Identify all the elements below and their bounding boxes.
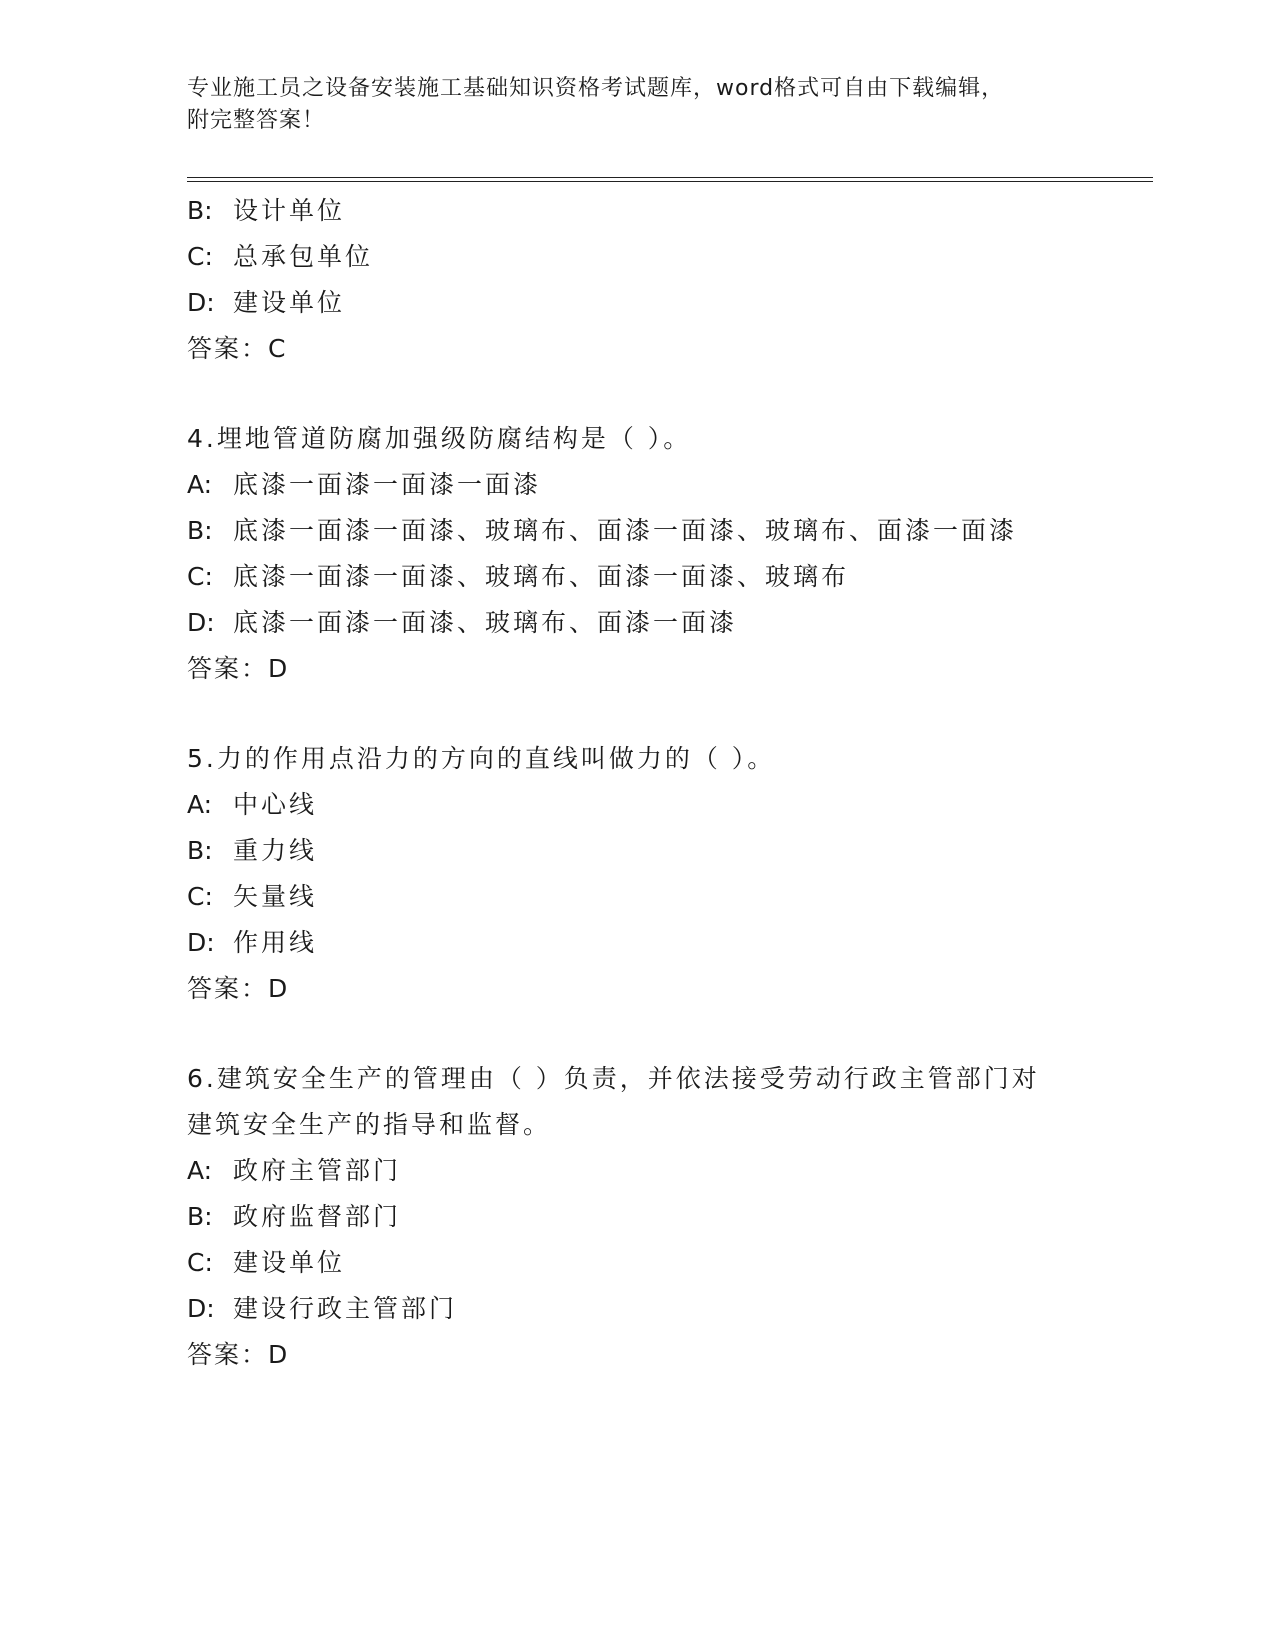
option-text: 重力线: [233, 836, 318, 865]
document-header: [187, 73, 1087, 137]
answer: 答案：D: [187, 654, 290, 683]
option-letter: B:: [187, 516, 213, 545]
option-a: [187, 1148, 1153, 1194]
spacer: [187, 372, 1153, 416]
spacer: [187, 692, 1153, 736]
option-letter: B:: [187, 836, 213, 865]
option-a: [187, 462, 1153, 508]
option-c: [187, 1240, 1153, 1286]
option-letter: C:: [187, 242, 213, 271]
question-stem: 4.埋地管道防腐加强级防腐结构是（ ）。: [187, 424, 692, 453]
option-letter: B:: [187, 196, 213, 225]
option-text: 底漆一面漆一面漆、玻璃布、面漆一面漆、玻璃布、面漆一面漆: [233, 516, 1018, 545]
question-stem-line-2: 建筑安全生产的指导和监督。: [187, 1110, 552, 1139]
header-line-1: 专业施工员之设备安装施工基础知识资格考试题库，word格式可自由下载编辑，: [187, 76, 1005, 101]
option-text: 底漆一面漆一面漆、玻璃布、面漆一面漆、玻璃布: [233, 562, 850, 591]
option-letter: C:: [187, 562, 213, 591]
question-list: [187, 188, 1153, 1378]
question-stem-line-1: 6.建筑安全生产的管理由（ ）负责，并依法接受劳动行政主管部门对: [187, 1064, 1040, 1093]
option-b: [187, 1194, 1153, 1240]
option-text: 政府监督部门: [233, 1202, 402, 1231]
option-a: [187, 782, 1153, 828]
option-text: 矢量线: [233, 882, 318, 911]
option-c: [187, 234, 1153, 280]
option-text: 中心线: [233, 790, 318, 819]
option-text: 总承包单位: [233, 242, 374, 271]
option-text: 建设单位: [233, 288, 346, 317]
option-letter: D:: [187, 288, 215, 317]
option-letter: C:: [187, 1248, 213, 1277]
option-d: [187, 280, 1153, 326]
option-d: [187, 600, 1153, 646]
header-divider: [187, 177, 1153, 182]
header-line-2: 附完整答案！: [187, 108, 326, 133]
option-letter: B:: [187, 1202, 213, 1231]
question-stem: 5.力的作用点沿力的方向的直线叫做力的（ ）。: [187, 744, 776, 773]
answer: 答案：D: [187, 1340, 290, 1369]
answer: 答案：D: [187, 974, 290, 1003]
spacer: [187, 1012, 1153, 1056]
option-letter: A:: [187, 790, 213, 819]
option-letter: D:: [187, 608, 215, 637]
option-letter: C:: [187, 882, 213, 911]
option-b: [187, 828, 1153, 874]
question-6: [187, 1056, 1153, 1378]
option-letter: D:: [187, 1294, 215, 1323]
option-d: [187, 920, 1153, 966]
option-c: [187, 554, 1153, 600]
option-c: [187, 874, 1153, 920]
option-b: [187, 188, 1153, 234]
question-5: [187, 736, 1153, 1012]
option-text: 政府主管部门: [233, 1156, 402, 1185]
option-text: 设计单位: [233, 196, 346, 225]
option-b: [187, 508, 1153, 554]
option-text: 建设单位: [233, 1248, 346, 1277]
document-page: [187, 0, 1153, 1650]
option-text: 底漆一面漆一面漆、玻璃布、面漆一面漆: [233, 608, 738, 637]
question-4: [187, 416, 1153, 692]
option-text: 建设行政主管部门: [233, 1294, 458, 1323]
option-letter: A:: [187, 470, 213, 499]
option-letter: D:: [187, 928, 215, 957]
answer: 答案：C: [187, 334, 288, 363]
question-3-tail: [187, 188, 1153, 372]
option-text: 作用线: [233, 928, 318, 957]
option-letter: A:: [187, 1156, 213, 1185]
option-text: 底漆一面漆一面漆一面漆: [233, 470, 542, 499]
option-d: [187, 1286, 1153, 1332]
